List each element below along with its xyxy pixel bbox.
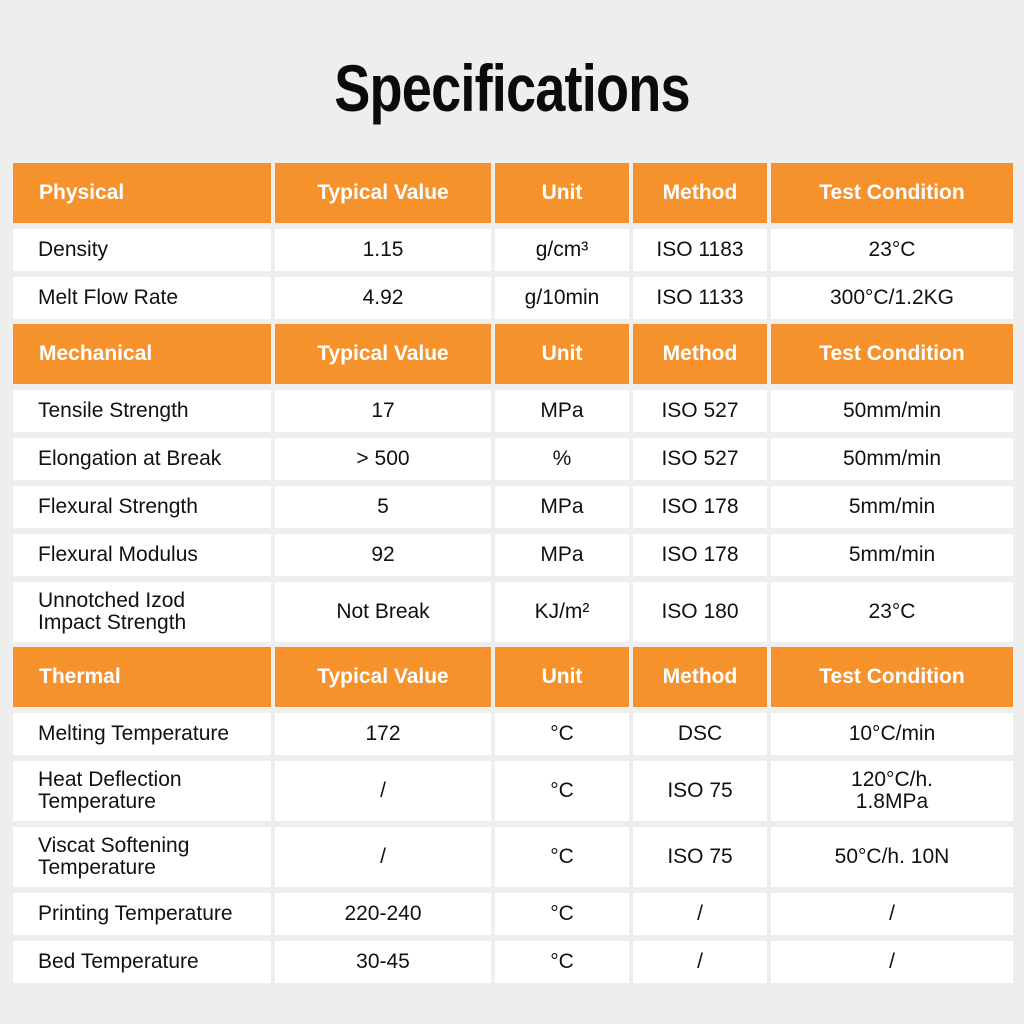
cell-method: ISO 75 xyxy=(633,827,767,887)
cell-property: Flexural Modulus xyxy=(13,534,271,576)
cell-test-condition: 300°C/1.2KG xyxy=(771,277,1013,319)
cell-test-condition: / xyxy=(771,893,1013,935)
cell-property: Printing Temperature xyxy=(13,893,271,935)
cell-property: Flexural Strength xyxy=(13,486,271,528)
header-typical-value: Typical Value xyxy=(275,324,491,384)
cell-property: Melt Flow Rate xyxy=(13,277,271,319)
cell-typical-value: 172 xyxy=(275,713,491,755)
cell-typical-value: / xyxy=(275,827,491,887)
cell-method: ISO 527 xyxy=(633,390,767,432)
cell-unit: °C xyxy=(495,893,629,935)
header-property: Thermal xyxy=(13,647,271,707)
header-unit: Unit xyxy=(495,324,629,384)
cell-typical-value: / xyxy=(275,761,491,821)
cell-method: ISO 527 xyxy=(633,438,767,480)
header-method: Method xyxy=(633,324,767,384)
cell-test-condition: 50mm/min xyxy=(771,390,1013,432)
cell-method: DSC xyxy=(633,713,767,755)
header-method: Method xyxy=(633,647,767,707)
cell-unit: MPa xyxy=(495,534,629,576)
cell-property: Tensile Strength xyxy=(13,390,271,432)
cell-property: Heat Deflection Temperature xyxy=(13,761,271,821)
cell-property: Unnotched Izod Impact Strength xyxy=(13,582,271,642)
cell-typical-value: 92 xyxy=(275,534,491,576)
cell-method: ISO 180 xyxy=(633,582,767,642)
header-unit: Unit xyxy=(495,647,629,707)
cell-test-condition: 50mm/min xyxy=(771,438,1013,480)
cell-unit: °C xyxy=(495,941,629,983)
cell-method: ISO 178 xyxy=(633,534,767,576)
cell-test-condition: 23°C xyxy=(771,582,1013,642)
cell-typical-value: 4.92 xyxy=(275,277,491,319)
cell-unit: KJ/m² xyxy=(495,582,629,642)
cell-property: Melting Temperature xyxy=(13,713,271,755)
cell-typical-value: 220-240 xyxy=(275,893,491,935)
cell-method: ISO 75 xyxy=(633,761,767,821)
cell-unit: MPa xyxy=(495,390,629,432)
header-unit: Unit xyxy=(495,163,629,223)
cell-typical-value: 17 xyxy=(275,390,491,432)
cell-unit: MPa xyxy=(495,486,629,528)
page-title: Specifications xyxy=(334,51,690,125)
cell-test-condition: 120°C/h. 1.8MPa xyxy=(771,761,1013,821)
cell-method: ISO 1133 xyxy=(633,277,767,319)
cell-unit: °C xyxy=(495,713,629,755)
cell-method: ISO 1183 xyxy=(633,229,767,271)
cell-typical-value: > 500 xyxy=(275,438,491,480)
cell-test-condition: 10°C/min xyxy=(771,713,1013,755)
header-typical-value: Typical Value xyxy=(275,163,491,223)
specifications-table xyxy=(13,163,1013,983)
cell-typical-value: 30-45 xyxy=(275,941,491,983)
header-typical-value: Typical Value xyxy=(275,647,491,707)
cell-unit: g/10min xyxy=(495,277,629,319)
cell-typical-value: 5 xyxy=(275,486,491,528)
cell-method: / xyxy=(633,941,767,983)
cell-typical-value: 1.15 xyxy=(275,229,491,271)
cell-test-condition: / xyxy=(771,941,1013,983)
cell-test-condition: 23°C xyxy=(771,229,1013,271)
cell-property: Bed Temperature xyxy=(13,941,271,983)
header-test-condition: Test Condition xyxy=(771,324,1013,384)
cell-unit: % xyxy=(495,438,629,480)
cell-property: Elongation at Break xyxy=(13,438,271,480)
cell-typical-value: Not Break xyxy=(275,582,491,642)
cell-test-condition: 50°C/h. 10N xyxy=(771,827,1013,887)
header-property: Mechanical xyxy=(13,324,271,384)
cell-method: ISO 178 xyxy=(633,486,767,528)
header-test-condition: Test Condition xyxy=(771,163,1013,223)
cell-test-condition: 5mm/min xyxy=(771,534,1013,576)
cell-unit: °C xyxy=(495,827,629,887)
cell-unit: g/cm³ xyxy=(495,229,629,271)
cell-property: Viscat Softening Temperature xyxy=(13,827,271,887)
header-method: Method xyxy=(633,163,767,223)
cell-method: / xyxy=(633,893,767,935)
cell-property: Density xyxy=(13,229,271,271)
cell-unit: °C xyxy=(495,761,629,821)
header-test-condition: Test Condition xyxy=(771,647,1013,707)
header-property: Physical xyxy=(13,163,271,223)
cell-test-condition: 5mm/min xyxy=(771,486,1013,528)
